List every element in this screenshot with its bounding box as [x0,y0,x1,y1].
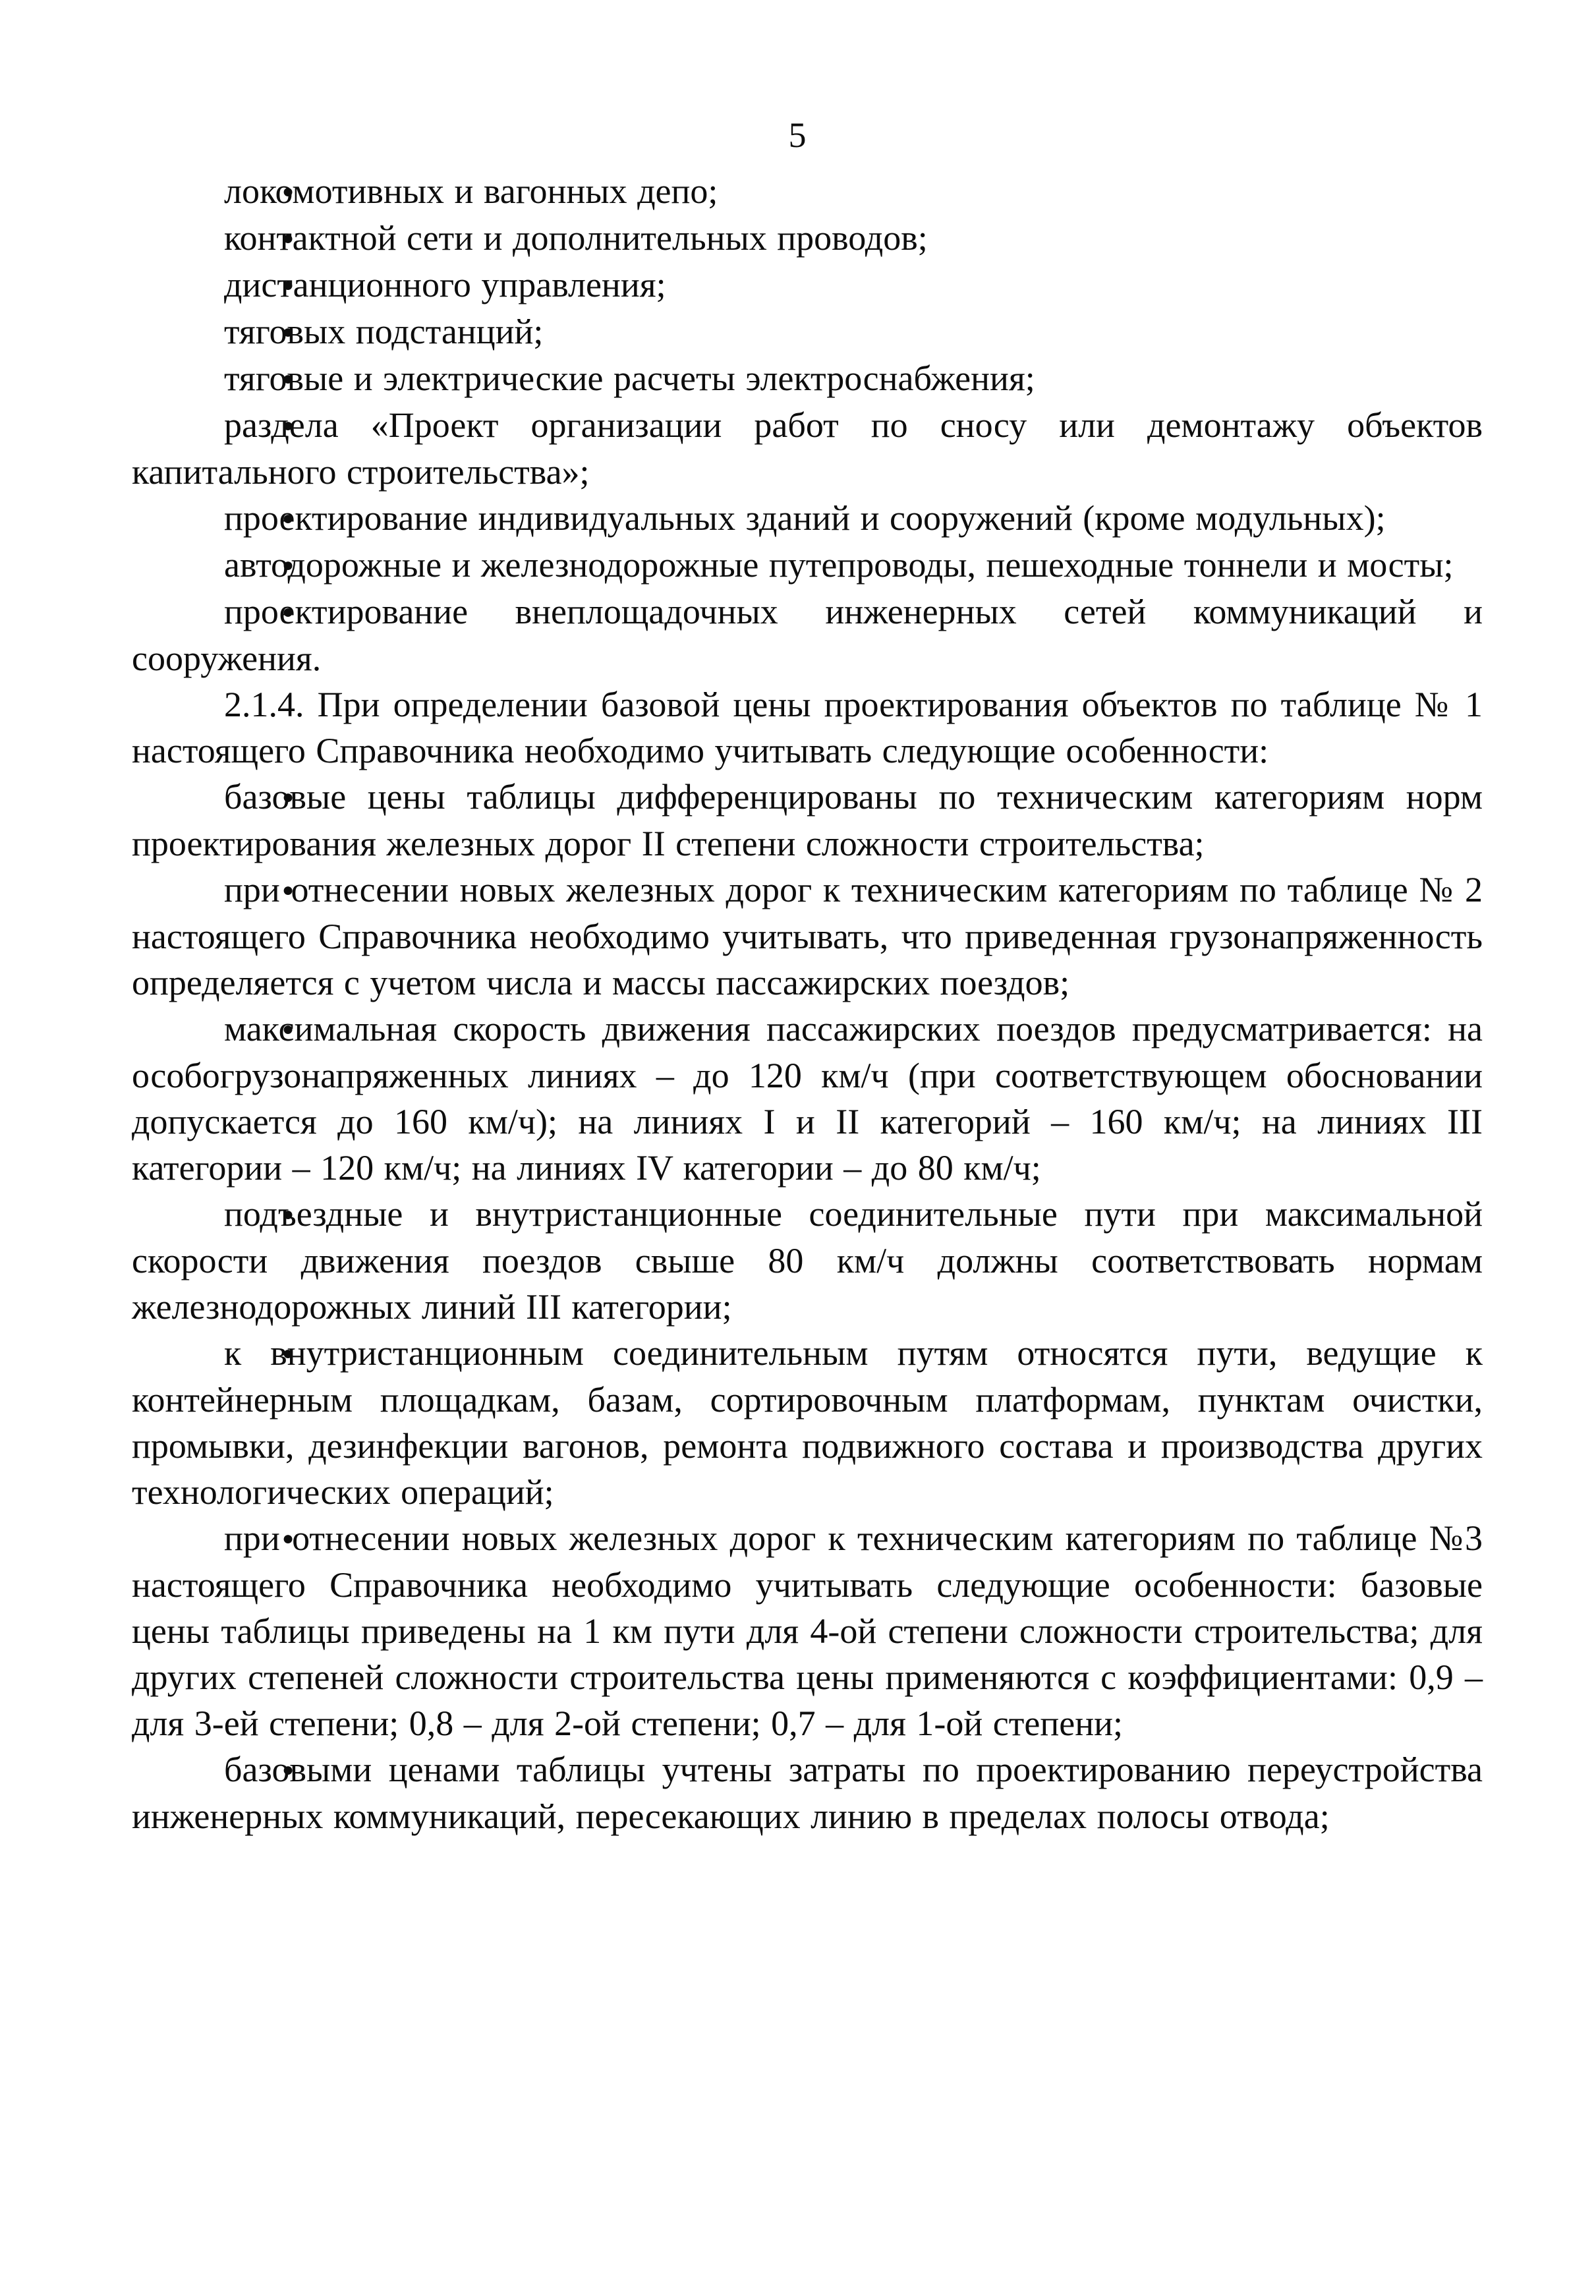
list-item-text: к внутристанционным соединительным путям относятся пути, ведущие к контейнерным площадкам, базам, сортировочным платформам, пунктам очистки, промывки, дезинфекции вагонов, ремонта подвижного состава и производства других технологических операций; [132,1333,1483,1512]
list-item-text: подъездные и внутристанционные соединительные пути при максимальной скорости движения поездов свыше 80 км/ч должны соответствовать нормам железнодорожных линий III категории; [132,1194,1483,1327]
list-item-text: дистанционного управления; [224,265,666,304]
list-item [132,1330,1483,1515]
list-item [132,262,1483,308]
list-item [132,1515,1483,1746]
list-item [132,542,1483,588]
list-item-text: тяговые и электрические расчеты электроснабжения; [224,359,1035,398]
list-item [132,355,1483,402]
list-item-text: проектирование внеплощадочных инженерных сетей коммуникаций и сооружения. [132,592,1483,678]
list-item [132,774,1483,867]
list-item [132,495,1483,542]
list-item [132,1746,1483,1839]
list-item [132,1191,1483,1330]
list-item [132,402,1483,495]
list-item-text: базовыми ценами таблицы учтены затраты по проектированию переустройства инженерных коммуникаций, пересекающих линию в пределах полосы отвода; [132,1750,1483,1836]
list-item [132,1006,1483,1191]
list-item [132,588,1483,681]
numbered-paragraph [132,681,1483,774]
list-item [132,215,1483,262]
list-item [132,867,1483,1006]
list-item-text: при отнесении новых железных дорог к техническим категориям по таблице №3 настоящего Справочника необходимо учитывать следующие особенности: базовые цены таблицы приведены на 1 км пути для 4-ой степени сложности строительства; для других степеней сложности строительства цены применяются с коэффициентами: 0,9 – для 3-ей степени; 0,8 – для 2-ой степени; 0,7 – для 1-ой степени; [132,1518,1483,1743]
document-body [132,168,1483,1839]
paragraph-text: 2.1.4. При определении базовой цены проектирования объектов по таблице № 1 настоящего Справочника необходимо учитывать следующие особенности: [132,685,1483,770]
list-item-text: максимальная скорость движения пассажирских поездов предусматривается: на особогрузонапряженных линиях – до 120 км/ч (при соответствующем обосновании допускается до 160 км/ч); на линиях I и II категорий – 160 км/ч; на линиях III категории – 120 км/ч; на линиях IV категории – до 80 км/ч; [132,1009,1483,1188]
list-item [132,168,1483,215]
list-item-text: при отнесении новых железных дорог к техническим категориям по таблице № 2 настоящего Справочника необходимо учитывать, что приведенная грузонапряженность определяется с учетом числа и массы пассажирских поездов; [132,870,1483,1002]
list-item-text: тяговых подстанций; [224,312,544,351]
list-item-text: раздела «Проект организации работ по сносу или демонтажу объектов капитального строительства»; [132,405,1483,492]
list-item [132,308,1483,355]
page-number: 5 [788,115,807,155]
list-item-text: проектирование индивидуальных зданий и сооружений (кроме модульных); [224,498,1386,538]
list-item-text: автодорожные и железнодорожные путепроводы, пешеходные тоннели и мосты; [224,545,1454,585]
list-item-text: локомотивных и вагонных депо; [224,171,718,211]
list-item-text: контактной сети и дополнительных проводов; [224,218,928,258]
list-item-text: базовые цены таблицы дифференцированы по техническим категориям норм проектирования железных дорог II степени сложности строительства; [132,777,1483,863]
